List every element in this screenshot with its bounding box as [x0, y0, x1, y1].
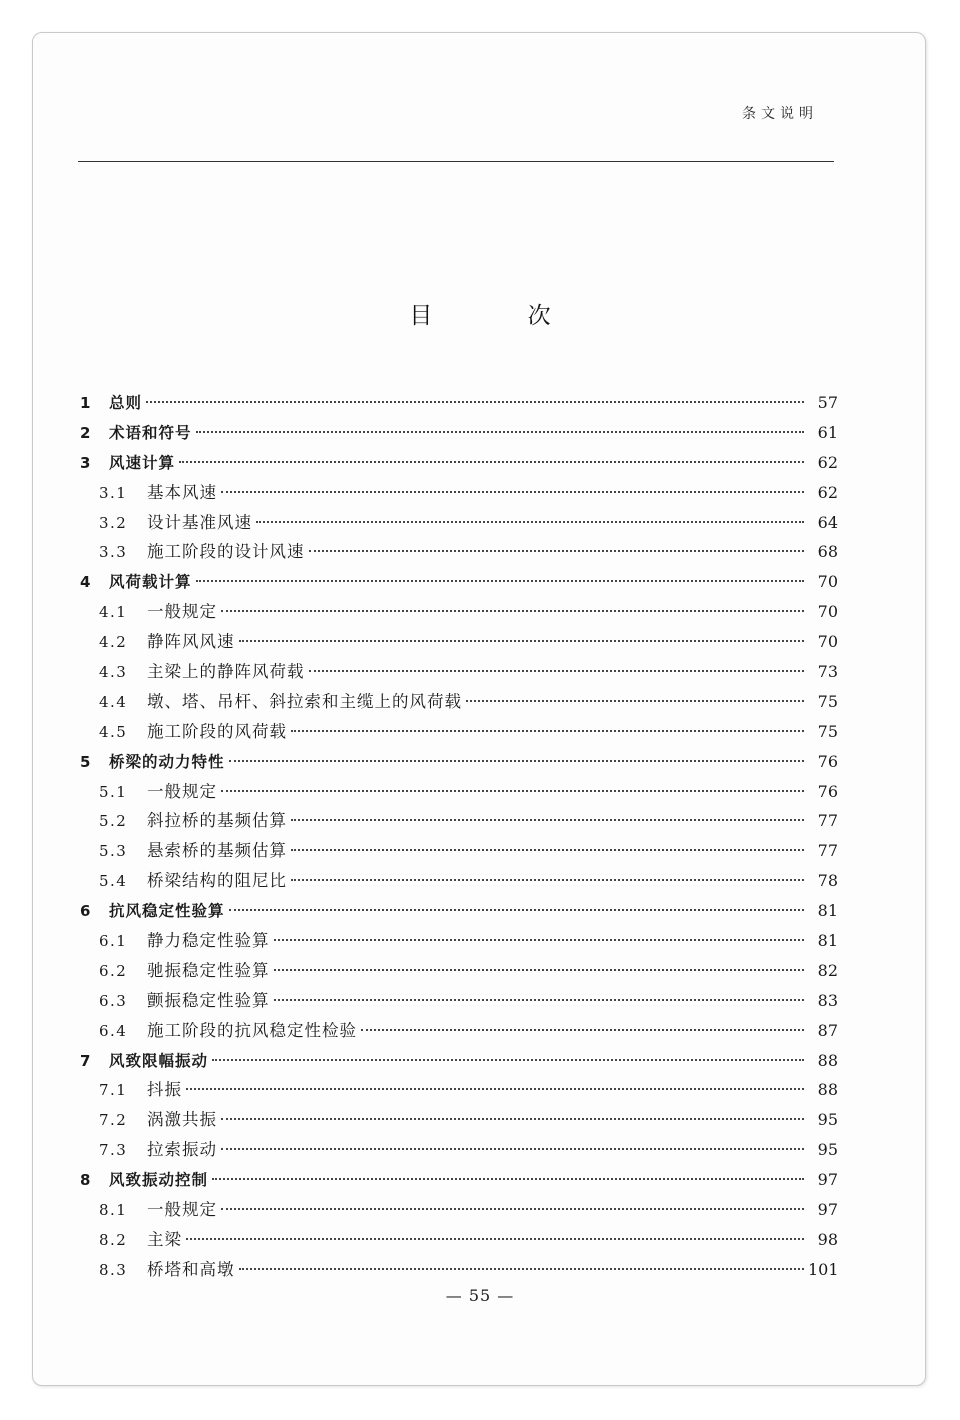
toc-entry-title: 墩、塔、吊杆、斜拉索和主缆上的风荷载 [147, 691, 462, 711]
toc-entry-title: 施工阶段的风荷载 [147, 721, 287, 741]
dot-leader [221, 1208, 804, 1210]
toc-entry-title: 桥塔和高墩 [147, 1259, 235, 1279]
toc-entry-title: 一般规定 [147, 781, 217, 801]
dot-leader [221, 790, 804, 792]
toc-entry-number: 6.3 [99, 991, 128, 1010]
toc-entry-page: 62 [817, 482, 838, 502]
toc-entry-page: 95 [817, 1140, 838, 1160]
header-rule [78, 161, 834, 162]
toc-entry-page: 70 [817, 632, 838, 652]
toc-section-entry[interactable] [80, 537, 838, 567]
dot-leader [291, 730, 804, 732]
toc-entry-title: 总则 [109, 394, 143, 412]
toc-entry-number: 4.1 [99, 603, 128, 622]
toc-section-entry[interactable] [80, 806, 838, 836]
toc-entry-page: 98 [817, 1229, 838, 1249]
toc-entry-title: 拉索振动 [147, 1140, 217, 1160]
toc-entry-number: 7 [80, 1051, 91, 1070]
toc-section-entry[interactable] [80, 687, 838, 717]
toc-entry-page: 73 [817, 662, 838, 682]
toc-section-entry[interactable] [80, 1135, 838, 1165]
page-number: — 55 — [445, 1286, 515, 1305]
toc-entry-title: 一般规定 [147, 602, 217, 622]
toc-entry-number: 3 [80, 453, 91, 472]
toc-entry-title: 风致振动控制 [109, 1171, 209, 1190]
toc-section-entry[interactable] [80, 597, 838, 627]
toc-entry-number: 2 [80, 423, 91, 442]
dot-leader [274, 969, 805, 971]
toc-entry-number: 5 [80, 752, 91, 771]
toc-entry-page: 95 [817, 1110, 838, 1130]
dot-leader [186, 1238, 804, 1240]
toc-entry-number: 3.2 [99, 513, 128, 532]
dot-leader [212, 1059, 804, 1061]
toc-entry-page: 68 [817, 542, 838, 562]
toc-entry-title: 施工阶段的设计风速 [147, 542, 305, 562]
toc-chapter-entry[interactable] [80, 1165, 838, 1195]
toc-entry-page: 77 [817, 811, 838, 831]
toc-entry-number: 8.3 [99, 1260, 128, 1279]
toc-section-entry[interactable] [80, 777, 838, 807]
toc-chapter-entry[interactable] [80, 567, 838, 597]
toc-entry-number: 5.4 [99, 872, 128, 891]
toc-section-entry[interactable] [80, 508, 838, 538]
toc-entry-number: 4.5 [99, 722, 128, 741]
toc-entry-page: 87 [817, 1020, 838, 1040]
toc-section-entry[interactable] [80, 1225, 838, 1255]
dot-leader [221, 1118, 804, 1120]
toc-entry-title: 抗风稳定性验算 [109, 902, 225, 921]
toc-entry-number: 8 [80, 1171, 91, 1190]
toc-entry-number: 3.1 [99, 483, 128, 502]
toc-entry-title: 桥梁结构的阻尼比 [147, 871, 287, 891]
toc-entry-title: 颤振稳定性验算 [147, 990, 270, 1010]
toc-chapter-entry[interactable] [80, 448, 838, 478]
toc-entry-page: 88 [817, 1080, 838, 1100]
toc-section-entry[interactable] [80, 1195, 838, 1225]
toc-entry-page: 76 [817, 781, 838, 801]
toc-chapter-entry[interactable] [80, 418, 838, 448]
toc-entry-number: 3.3 [99, 543, 128, 562]
table-of-contents [80, 388, 838, 1285]
toc-entry-page: 101 [808, 1259, 839, 1279]
toc-entry-number: 4.2 [99, 633, 128, 652]
toc-entry-title: 桥梁的动力特性 [109, 752, 225, 771]
toc-entry-page: 61 [817, 422, 838, 442]
dot-leader [221, 1148, 804, 1150]
toc-section-entry[interactable] [80, 836, 838, 866]
toc-entry-number: 7.2 [99, 1111, 128, 1130]
toc-entry-title: 设计基准风速 [147, 512, 252, 532]
dot-leader [212, 1178, 804, 1180]
toc-entry-number: 6.2 [99, 961, 128, 980]
toc-entry-page: 75 [817, 691, 838, 711]
dot-leader [239, 1268, 805, 1270]
toc-section-entry[interactable] [80, 1075, 838, 1105]
toc-entry-number: 4.3 [99, 663, 128, 682]
dot-leader [309, 550, 805, 552]
dot-leader [274, 999, 805, 1001]
toc-section-entry[interactable] [80, 1016, 838, 1046]
toc-entry-number: 6 [80, 902, 91, 921]
toc-entry-page: 97 [817, 1200, 838, 1220]
toc-entry-page: 81 [817, 901, 838, 921]
toc-entry-page: 78 [817, 871, 838, 891]
dot-leader [256, 521, 804, 523]
toc-entry-number: 4 [80, 573, 91, 592]
toc-entry-title: 静阵风风速 [147, 632, 235, 652]
toc-entry-page: 70 [817, 572, 838, 592]
toc-entry-title: 主梁上的静阵风荷载 [147, 662, 305, 682]
toc-section-entry[interactable] [80, 866, 838, 896]
dot-leader [291, 849, 804, 851]
toc-entry-title: 抖振 [147, 1080, 182, 1100]
toc-entry-title: 悬索桥的基频估算 [147, 841, 287, 861]
toc-entry-page: 82 [817, 960, 838, 980]
toc-entry-page: 57 [817, 393, 838, 412]
dot-leader [179, 461, 804, 463]
toc-entry-title: 静力稳定性验算 [147, 931, 270, 951]
toc-entry-number: 8.1 [99, 1201, 128, 1220]
toc-entry-number: 8.2 [99, 1230, 128, 1249]
toc-section-entry[interactable] [80, 627, 838, 657]
toc-section-entry[interactable] [80, 1255, 838, 1285]
toc-entry-title: 风致限幅振动 [109, 1051, 209, 1070]
toc-entry-page: 77 [817, 841, 838, 861]
dot-leader [196, 580, 804, 582]
dot-leader [274, 939, 805, 941]
toc-section-entry[interactable] [80, 926, 838, 956]
dot-leader [466, 700, 804, 702]
toc-section-entry[interactable] [80, 717, 838, 747]
toc-entry-title: 施工阶段的抗风稳定性检验 [147, 1020, 357, 1040]
dot-leader [186, 1088, 804, 1090]
toc-entry-title: 驰振稳定性验算 [147, 960, 270, 980]
dot-leader [291, 819, 804, 821]
toc-entry-number: 5.3 [99, 842, 128, 861]
dot-leader [239, 640, 805, 642]
toc-entry-page: 62 [817, 452, 838, 472]
toc-entry-number: 4.4 [99, 692, 128, 711]
toc-chapter-entry[interactable] [80, 1046, 838, 1076]
toc-entry-page: 70 [817, 602, 838, 622]
toc-chapter-entry[interactable] [80, 747, 838, 777]
toc-entry-page: 76 [817, 751, 838, 771]
toc-entry-title: 基本风速 [147, 482, 217, 502]
toc-section-entry[interactable] [80, 956, 838, 986]
running-head: 条文说明 [742, 106, 818, 122]
dot-leader [221, 491, 804, 493]
toc-entry-number: 1 [80, 394, 91, 412]
toc-entry-title: 风荷载计算 [109, 573, 192, 592]
toc-entry-number: 5.2 [99, 812, 128, 831]
toc-entry-number: 6.4 [99, 1021, 128, 1040]
dot-leader [229, 909, 804, 911]
dot-leader [146, 401, 804, 403]
toc-entry-title: 一般规定 [147, 1200, 217, 1220]
dot-leader [291, 879, 804, 881]
toc-chapter-entry[interactable] [80, 896, 838, 926]
toc-title: 目 次 [409, 303, 595, 329]
toc-entry-number: 6.1 [99, 932, 128, 951]
toc-entry-number: 7.3 [99, 1141, 128, 1160]
dot-leader [361, 1029, 804, 1031]
dot-leader [229, 760, 804, 762]
toc-entry-page: 75 [817, 721, 838, 741]
toc-entry-number: 5.1 [99, 782, 128, 801]
toc-chapter-entry[interactable] [80, 388, 838, 418]
toc-entry-page: 97 [817, 1170, 838, 1190]
toc-entry-page: 81 [817, 931, 838, 951]
toc-section-entry[interactable] [80, 986, 838, 1016]
toc-entry-page: 64 [817, 512, 838, 532]
toc-section-entry[interactable] [80, 478, 838, 508]
toc-entry-title: 风速计算 [109, 453, 176, 472]
toc-entry-number: 7.1 [99, 1081, 128, 1100]
toc-section-entry[interactable] [80, 657, 838, 687]
toc-section-entry[interactable] [80, 1105, 838, 1135]
dot-leader [221, 610, 804, 612]
toc-entry-page: 83 [817, 990, 838, 1010]
toc-entry-page: 88 [817, 1050, 838, 1070]
dot-leader [196, 431, 804, 433]
dot-leader [309, 670, 805, 672]
toc-entry-title: 斜拉桥的基频估算 [147, 811, 287, 831]
toc-entry-title: 涡激共振 [147, 1110, 217, 1130]
toc-entry-title: 主梁 [147, 1229, 182, 1249]
toc-entry-title: 术语和符号 [109, 423, 192, 442]
